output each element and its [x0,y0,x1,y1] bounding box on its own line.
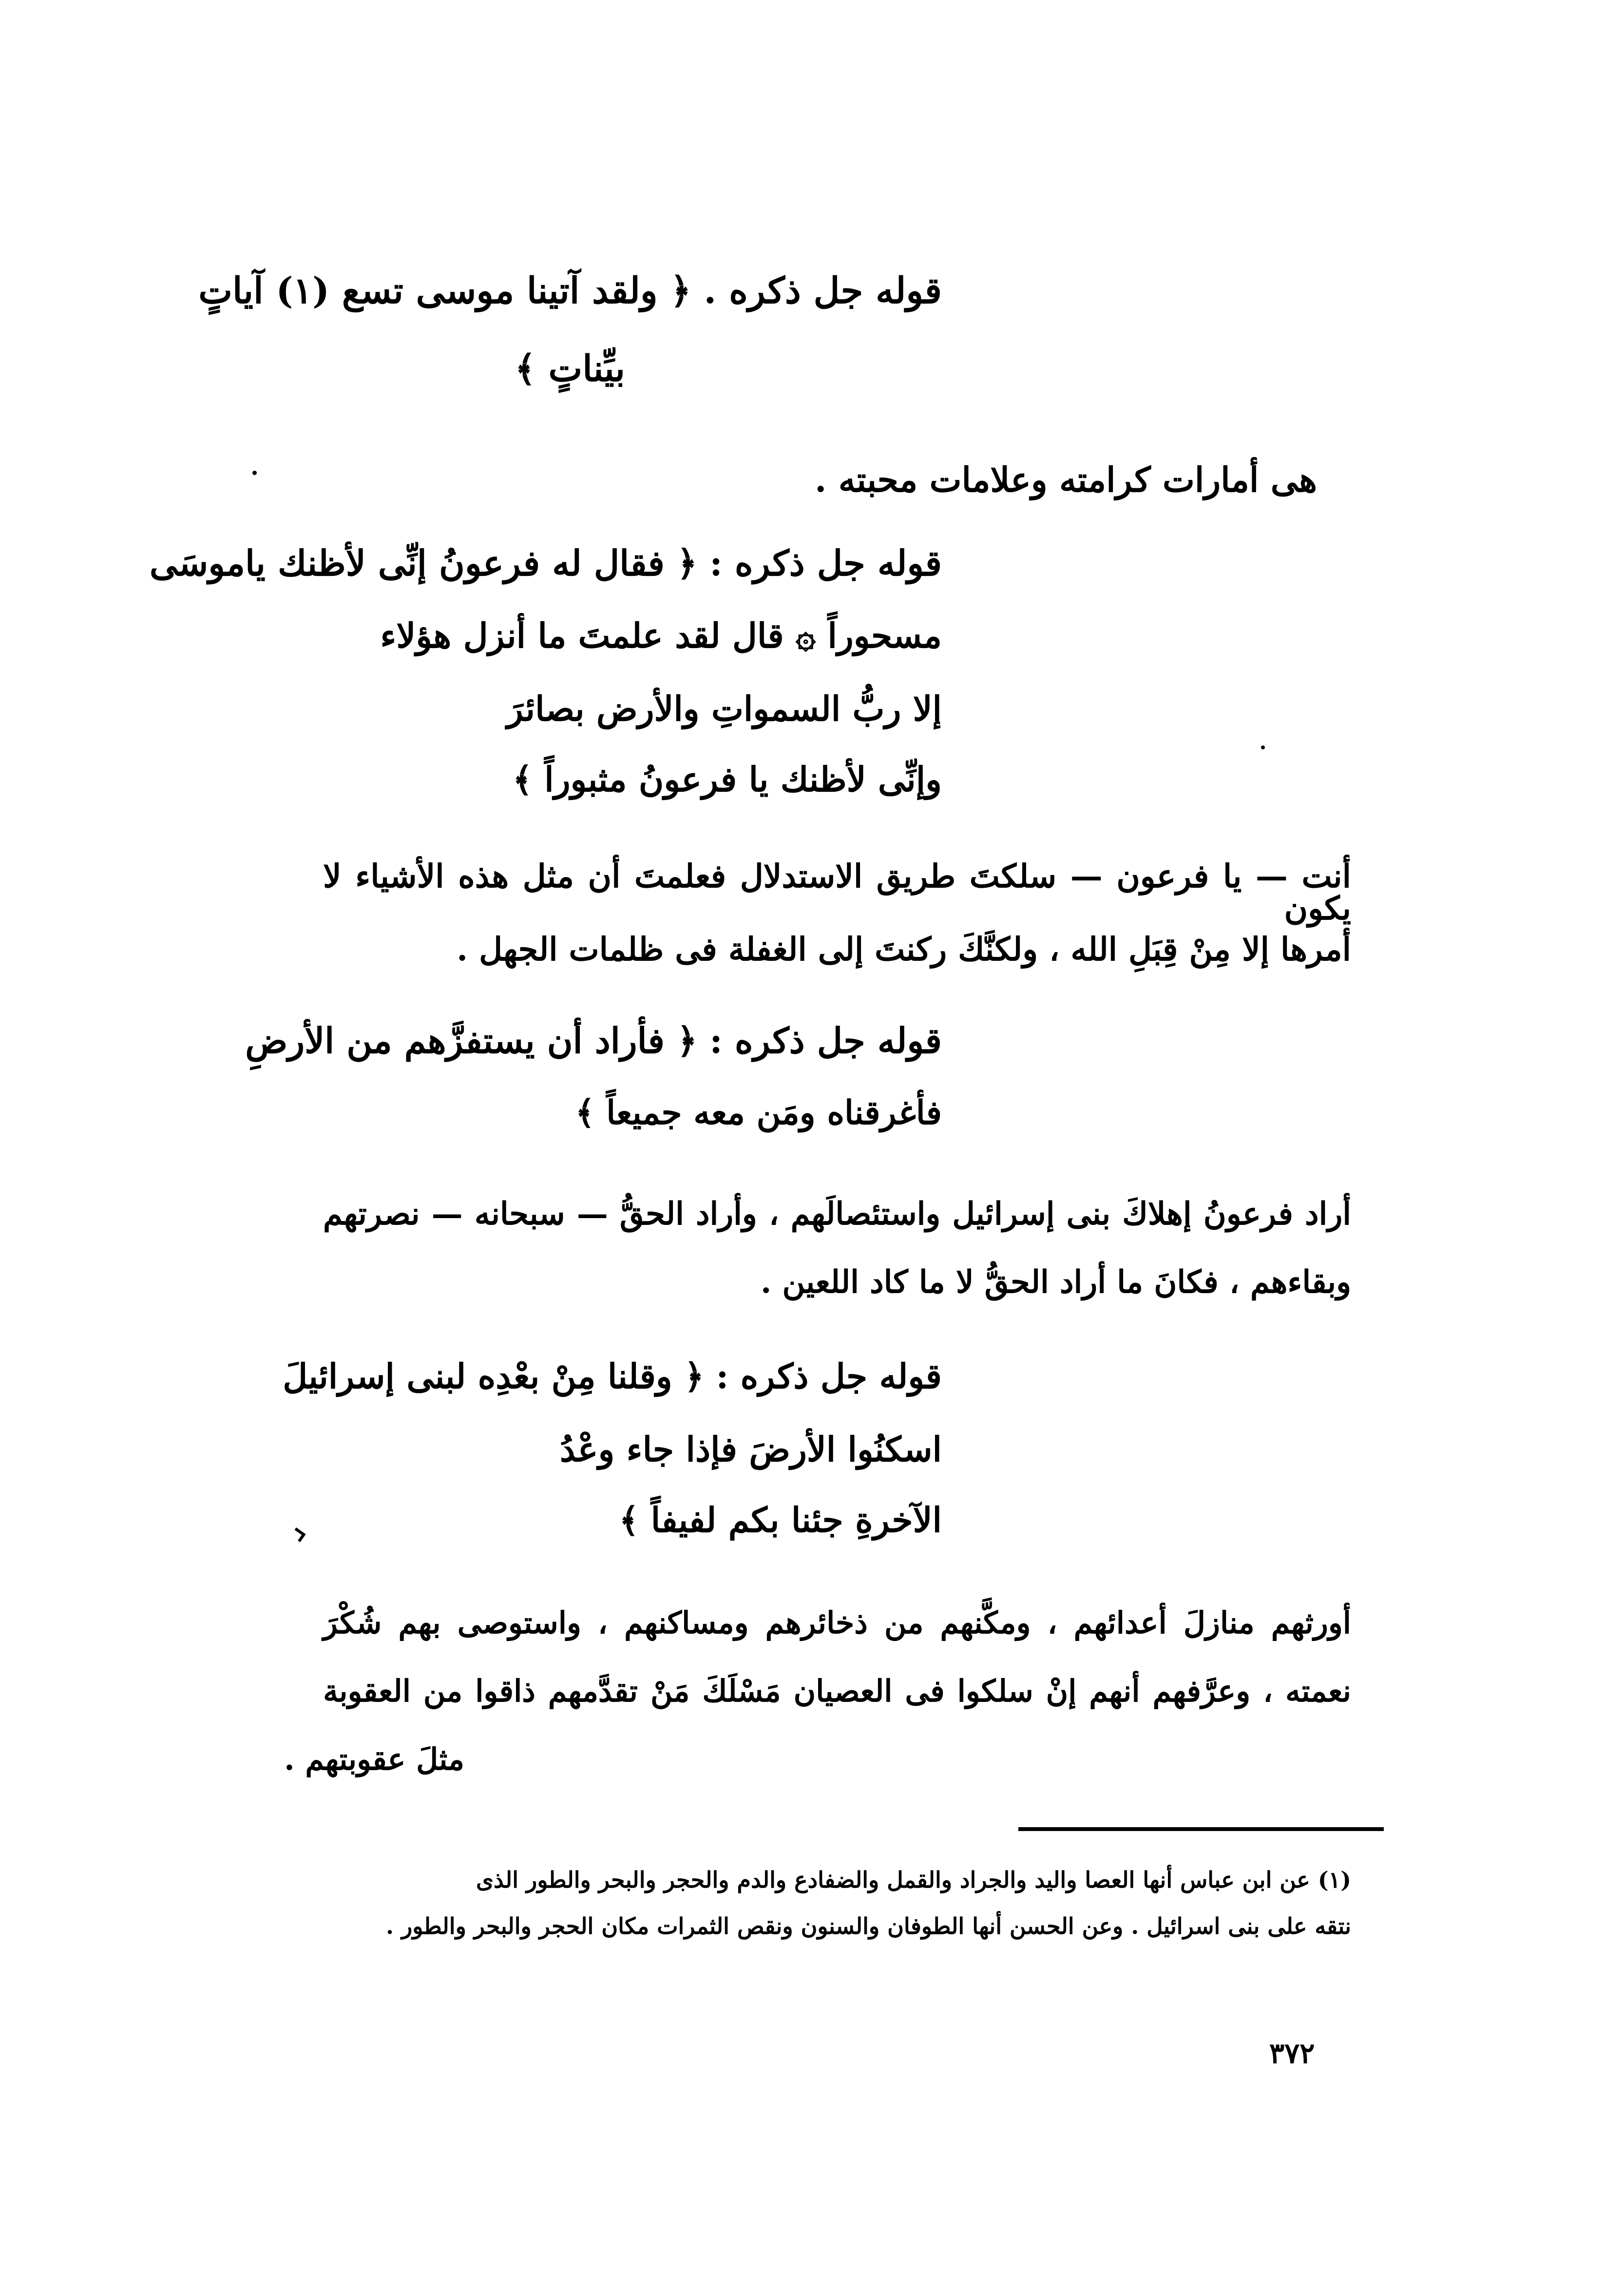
verse-line: بيِّناتٍ ﴾ [515,348,625,390]
footnote-separator [1018,1827,1384,1831]
prose-line: وبقاءهم ، فكانَ ما أراد الحقُّ لا ما كاد اللعين . [760,1264,1351,1300]
scan-mark [290,1527,306,1542]
prose-line: أمرها إلا مِنْ قِبَلِ الله ، ولكنَّكَ ركنتَ إلى الغفلة فى ظلمات الجهل . [457,930,1351,968]
verse-line: وإنِّى لأظنك يا فرعونُ مثبوراً ﴾ [512,759,942,800]
prose-line: نعمته ، وعرَّفهم أنهم إنْ سلكوا فى العصيان مَسْلَكَ مَنْ تقدَّمهم ذاقوا من العقوبة [323,1673,1351,1709]
footnote-line: (١) عن ابن عباس أنها العصا واليد والجراد والقمل والضفادع والدم والحجر والبحر والطور الذى [476,1867,1351,1893]
verse-line: قوله جل ذكره : ﴿ وقلنا مِنْ بعْدِه لبنى إسرائيلَ [283,1356,942,1396]
verse-line: مسحوراً ۞ قال لقد علمتَ ما أنزل هؤلاء [380,615,942,656]
prose-line: أراد فرعونُ إهلاكَ بنى إسرائيل واستئصالَهم ، وأراد الحقُّ — سبحانه — نصرتهم [323,1196,1351,1232]
verse-line: اسكنُوا الأرضَ فإذا جاء وعْدُ [559,1429,942,1470]
verse-line: فأغرقناه ومَن معه جميعاً ﴾ [575,1093,942,1132]
verse-line: الآخرةِ جئنا بكم لفيفاً ﴾ [619,1500,942,1540]
prose-line: هى أمارات كرامته وعلامات محبته . [815,459,1317,500]
prose-line: أنت — يا فرعون — سلكتَ طريق الاستدلال فعلمتَ أن مثل هذه الأشياء لا يكون [323,857,1351,927]
page-number: ٣٧٢ [1269,2037,1315,2070]
verse-line: قوله جل ذكره : ﴿ فقال له فرعونُ إنِّى لأظنك ياموسَى [149,542,942,584]
scan-speck [252,471,257,475]
verse-line: إلا ربُّ السمواتِ والأرض بصائرَ [507,688,942,729]
prose-line: مثلَ عقوبتهم . [284,1741,464,1777]
footnote-line: نتقه على بنى اسرائيل . وعن الحسن أنها الطوفان والسنون ونقص الثمرات مكان الحجر والبحر والطور . [386,1913,1351,1939]
scan-speck [1261,745,1265,749]
verse-line: قوله جل ذكره : ﴿ فأراد أن يستفزَّهم من الأرضِ [245,1020,942,1061]
prose-line: أورثهم منازلَ أعدائهم ، ومكَّنهم من ذخائرهم ومساكنهم ، واستوصى بهم شُكْرَ [323,1605,1351,1641]
verse-line: قوله جل ذكره . ﴿ ولقد آتينا موسى تسع (١) آياتٍ [198,270,942,312]
